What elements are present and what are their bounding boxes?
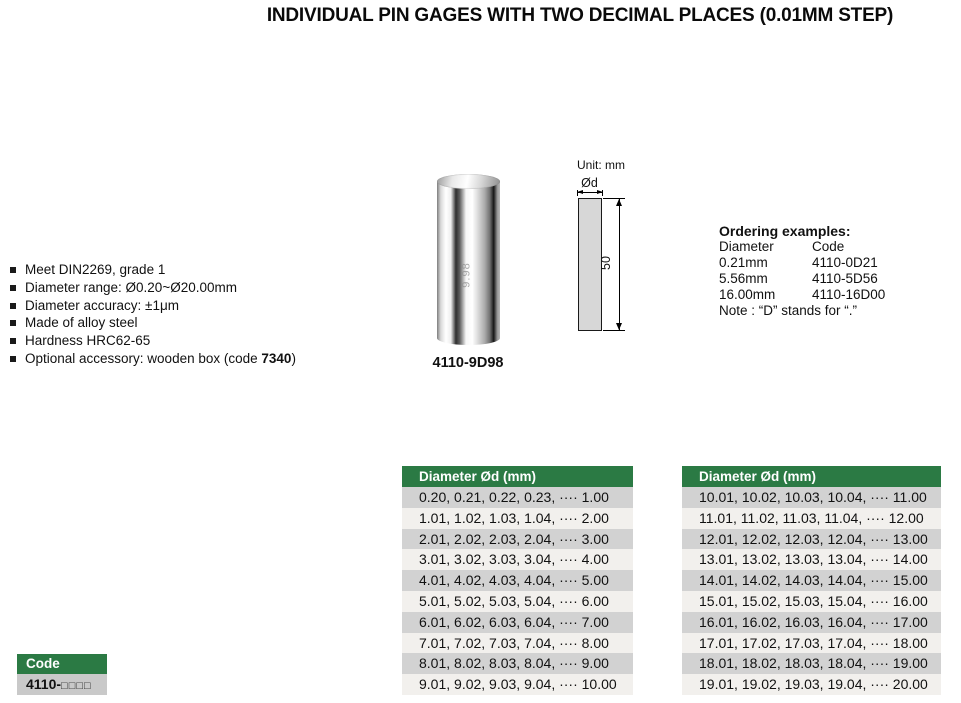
table-row: 5.01, 5.02, 5.03, 5.04, ···· 6.00: [402, 591, 633, 612]
table-row: 12.01, 12.02, 12.03, 12.04, ···· 13.00: [682, 529, 941, 550]
pin-engraving-text: 9.98: [460, 262, 473, 288]
dim-arrow-up-icon: [616, 199, 622, 206]
table-header: Diameter Ød (mm): [402, 466, 633, 487]
feature-text: Hardness HRC62-65: [25, 333, 151, 349]
table-row: 9.01, 9.02, 9.03, 9.04, ···· 10.00: [402, 674, 633, 695]
feature-text-part: Optional accessory: wooden box (code: [25, 350, 262, 366]
pin-cylinder-top: [437, 174, 500, 189]
ordering-diameter: 5.56mm: [719, 271, 768, 286]
feature-text: Meet DIN2269, grade 1: [25, 262, 166, 277]
table-row: 0.20, 0.21, 0.22, 0.23, ···· 1.00: [402, 487, 633, 508]
feature-text: Diameter range: Ø0.20~Ø20.00mm: [25, 279, 237, 295]
table-row: 16.01, 16.02, 16.03, 16.04, ···· 17.00: [682, 612, 941, 633]
table-row: 3.01, 3.02, 3.03, 3.04, ···· 4.00: [402, 549, 633, 570]
ordering-diameter: 0.21mm: [719, 255, 768, 270]
table-row: 7.01, 7.02, 7.03, 7.04, ···· 8.00: [402, 633, 633, 654]
bullet-icon: [10, 320, 16, 326]
table-row: 18.01, 18.02, 18.03, 18.04, ···· 19.00: [682, 653, 941, 674]
feature-list: [8, 261, 368, 368]
feature-item: [8, 332, 368, 350]
table-row: 6.01, 6.02, 6.03, 6.04, ···· 7.00: [402, 612, 633, 633]
ordering-col-diameter: Diameter: [719, 239, 774, 254]
table-row: 8.01, 8.02, 8.03, 8.04, ···· 9.00: [402, 653, 633, 674]
dim-arrow-down-icon: [616, 323, 622, 330]
ordering-row: [719, 271, 904, 287]
feature-item: [8, 314, 368, 332]
code-placeholder-boxes: □□□□: [61, 680, 92, 692]
feature-text-part: ): [291, 350, 296, 366]
table-row: 15.01, 15.02, 15.03, 15.04, ···· 16.00: [682, 591, 941, 612]
feature-item: [8, 279, 368, 297]
table-row: 1.01, 1.02, 1.03, 1.04, ···· 2.00: [402, 508, 633, 529]
diameter-table-right: [682, 466, 941, 695]
product-code-label: 4110-9D98: [432, 355, 504, 371]
ordering-diameter: 16.00mm: [719, 287, 776, 302]
bullet-icon: [10, 338, 16, 344]
height-dim-label: 50: [598, 256, 613, 270]
feature-accessory-code: 7340: [261, 350, 292, 366]
dim-arrow-right-icon: [597, 190, 603, 194]
pin-gage-photo: [437, 174, 500, 345]
bullet-icon: [10, 303, 16, 309]
table-row: 17.01, 17.02, 17.03, 17.04, ···· 18.00: [682, 633, 941, 654]
table-header: Diameter Ød (mm): [682, 466, 941, 487]
ordering-code: 4110-5D56: [812, 271, 878, 286]
feature-text: Made of alloy steel: [25, 315, 138, 331]
table-row: 4.01, 4.02, 4.03, 4.04, ···· 5.00: [402, 570, 633, 591]
table-row: 2.01, 2.02, 2.03, 2.04, ···· 3.00: [402, 529, 633, 550]
code-prefix: 4110-: [26, 676, 62, 692]
ordering-row: [719, 255, 904, 271]
ordering-code: 4110-0D21: [812, 255, 878, 270]
table-row: 10.01, 10.02, 10.03, 10.04, ···· 11.00: [682, 487, 941, 508]
diameter-dim-label: Ød: [581, 176, 598, 190]
feature-text: [25, 350, 296, 368]
ordering-row: [719, 287, 904, 303]
feature-text: Diameter accuracy: ±1μm: [25, 297, 179, 313]
code-block-header: Code: [17, 654, 107, 674]
table-row: 19.01, 19.02, 19.03, 19.04, ···· 20.00: [682, 674, 941, 695]
code-block: [17, 654, 107, 695]
page-title: INDIVIDUAL PIN GAGES WITH TWO DECIMAL PLACES (0.01MM STEP): [266, 5, 894, 26]
ordering-examples: [719, 223, 904, 319]
height-dim-line: [619, 199, 620, 330]
ordering-col-code: Code: [812, 239, 845, 254]
feature-item: [8, 261, 368, 279]
feature-item: [8, 350, 368, 368]
dim-arrow-left-icon: [577, 190, 583, 194]
bullet-icon: [10, 356, 16, 362]
table-row: 14.01, 14.02, 14.03, 14.04, ···· 15.00: [682, 570, 941, 591]
feature-item: [8, 297, 368, 315]
table-row: 13.01, 13.02, 13.03, 13.04, ···· 14.00: [682, 549, 941, 570]
ordering-header-row: [719, 239, 904, 255]
dim-extension-line-bottom: [603, 330, 625, 331]
ordering-code: 4110-16D00: [812, 287, 886, 302]
ordering-title: Ordering examples:: [719, 223, 851, 239]
code-block-value: [17, 674, 107, 695]
ordering-note: Note : “D” stands for “.”: [719, 303, 858, 318]
diameter-table-left: [402, 466, 633, 695]
bullet-icon: [10, 285, 16, 291]
bullet-icon: [10, 267, 16, 273]
unit-label: Unit: mm: [577, 158, 625, 172]
table-row: 11.01, 11.02, 11.03, 11.04, ···· 12.00: [682, 508, 941, 529]
